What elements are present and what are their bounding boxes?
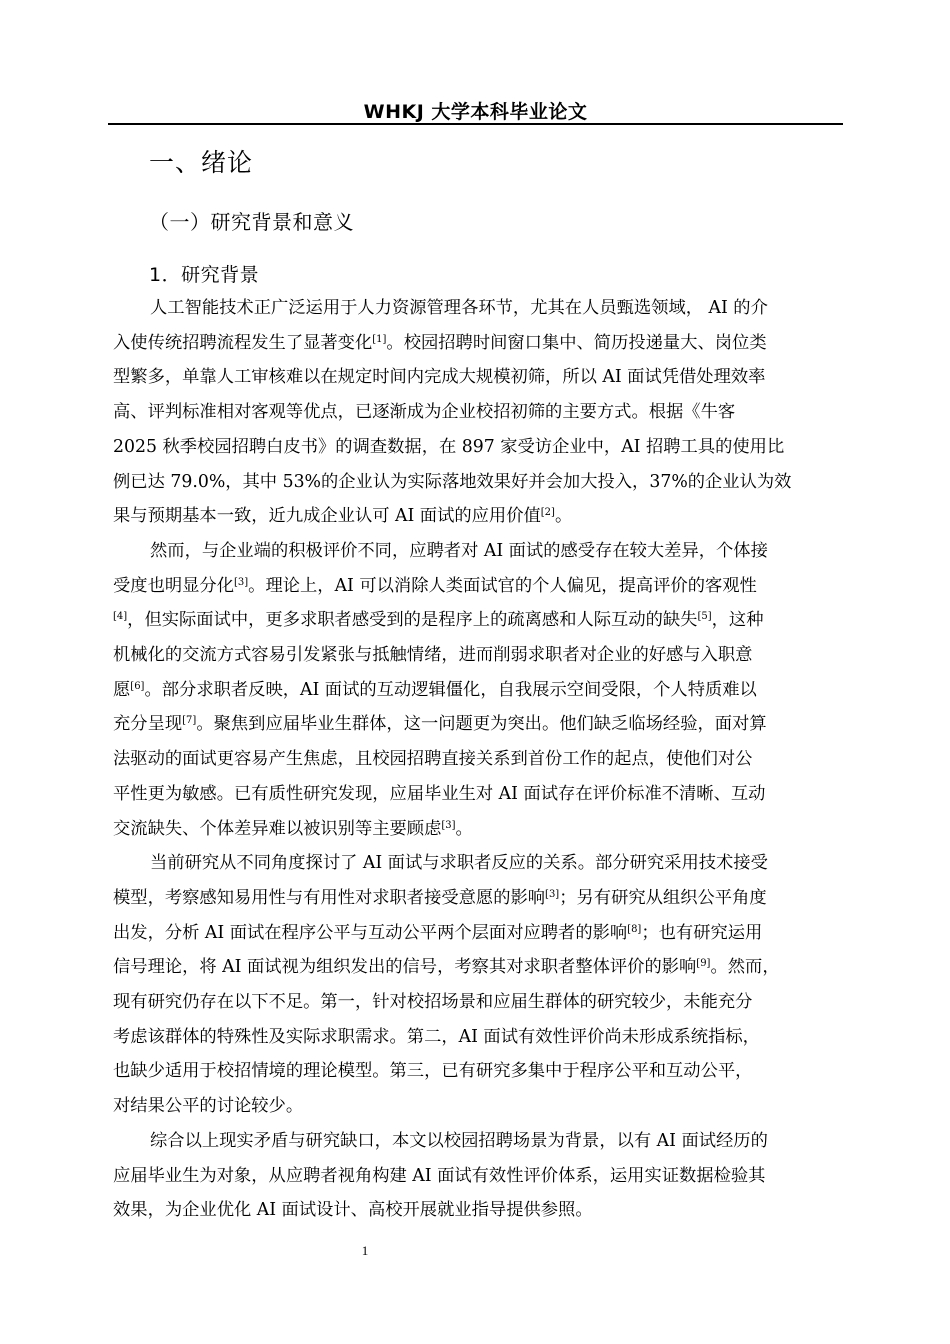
line-text-after: ，但实际面试中，更多求职者感受到的是程序上的疏离感和人际互动的缺失[5]，这种 [127,610,764,631]
section-heading: （一）研究背景和意义 [149,210,354,234]
body-line [150,298,884,318]
body-line [113,1200,847,1220]
line-text: 当前研究从不同角度探讨了 AI 面试与求职者反应的关系。部分研究采用技术接受 [150,853,768,874]
line-text: 果与预期基本一致，近九成企业认可 AI 面试的应用价值 [113,506,541,527]
citation-marker: [3] [545,888,560,900]
line-text: 例已达 79.0%，其中 53%的企业认为实际落地效果好并会加大投入，37%的企业认为效 [113,471,792,492]
citation-marker: [8] [627,923,642,935]
line-text: 对结果公平的讨论较少。 [113,1096,304,1117]
line-text: 法驱动的面试更容易产生焦虑，且校园招聘直接关系到首份工作的起点，使他们对公 [113,749,753,770]
body-line [113,819,847,839]
body-line [113,1096,847,1116]
line-text-after: 。 [455,818,473,839]
line-text: 交流缺失、个体差异难以被识别等主要顾虑 [113,818,442,839]
line-text-after: ；另有研究从组织公平角度 [559,887,767,908]
line-text: 型繁多，单靠人工审核难以在规定时间内完成大规模初筛，所以 AI 面试凭借处理效率 [113,367,766,388]
body-line [113,576,847,596]
line-text: 应届毕业生为对象，从应聘者视角构建 AI 面试有效性评价体系，运用实证数据检验其 [113,1165,766,1186]
line-text: 出发，分析 AI 面试在程序公平与互动公平两个层面对应聘者的影响 [113,922,628,943]
line-text: 考虑该群体的特殊性及实际求职需求。第二，AI 面试有效性评价尚未形成系统指标， [113,1026,760,1047]
body-line [113,923,847,943]
line-text: 模型，考察感知易用性与有用性对求职者接受意愿的影响 [113,887,546,908]
line-text: 平性更为敏感。已有质性研究发现，应届毕业生对 AI 面试存在评价标准不清晰、互动 [113,783,766,804]
line-text: 也缺少适用于校招情境的理论模型。第三，已有研究多集中于程序公平和互动公平， [113,1061,753,1082]
body-line [113,610,847,630]
page-number: 1 [361,1243,369,1258]
citation-marker: [3] [233,576,249,588]
line-text: 高、评判标准相对客观等优点，已逐渐成为企业校招初筛的主要方式。根据《牛客 [113,402,736,423]
line-text: 信号理论，将 AI 面试视为组织发出的信号，考察其对求职者整体评价的影响 [113,957,697,978]
running-header-title: WHKJ 大学本科毕业论文 [363,101,588,123]
body-line [113,992,847,1012]
line-text-after: 。然而， [710,957,780,978]
chapter-heading: 一、绪论 [149,148,254,177]
citation-marker: [2] [540,507,555,519]
line-text: 充分呈现 [113,714,183,735]
line-text: 效果，为企业优化 AI 面试设计、高校开展就业指导提供参照。 [113,1200,593,1221]
line-text-after: 。部分求职者反映，AI 面试的互动逻辑僵化，自我展示空间受限，个人特质难以 [144,679,757,700]
body-line [150,853,884,873]
line-text: 入使传统招聘流程发生了显著变化 [113,332,373,353]
citation-marker: [6] [130,680,145,692]
body-line [113,1027,847,1047]
header-divider [108,123,843,125]
line-text-after: 。聚焦到应届毕业生群体，这一问题更为突出。他们缺乏临场经验，面对算 [196,714,767,735]
citation-marker: [3] [441,819,456,831]
line-text: 综合以上现实矛盾与研究缺口，本文以校园招聘场景为背景，以有 AI 面试经历的 [150,1130,768,1151]
body-line [113,749,847,769]
body-line [113,957,847,977]
citation-marker: [7] [182,715,197,727]
line-text: 然而，与企业端的积极评价不同，应聘者对 AI 面试的感受存在较大差异，个体接 [150,540,768,561]
body-line [113,714,847,734]
line-text-after: 。校园招聘时间窗口集中、简历投递量大、岗位类 [386,332,767,353]
body-line [113,888,847,908]
subsection-heading: 1．研究背景 [149,264,260,286]
line-text-after: ；也有研究运用 [641,922,763,943]
line-text: 现有研究仍存在以下不足。第一，针对校招场景和应届生群体的研究较少，未能充分 [113,992,753,1012]
body-line [113,645,847,665]
body-line [150,541,884,561]
citation-marker: [5] [697,611,712,623]
body-line [113,784,847,804]
line-text: 人工智能技术正广泛运用于人力资源管理各环节，尤其在人员甄选领域， AI 的介 [150,298,768,318]
citation-marker: [4] [113,611,128,623]
line-text-after: 。理论上，AI 可以消除人类面试官的个人偏见，提高评价的客观性 [248,575,757,596]
body-line [113,333,847,353]
body-line [113,472,847,492]
body-line [113,680,847,700]
line-text: 受度也明显分化 [113,575,234,596]
citation-marker: [1] [372,333,387,345]
citation-marker: [9] [696,958,711,970]
body-line [113,506,847,526]
line-text: 2025 秋季校园招聘白皮书》的调查数据，在 897 家受访企业中，AI 招聘工具的使用比 [113,436,785,457]
line-text-after: 。 [554,506,573,527]
body-line [113,367,847,387]
body-line [113,1061,847,1081]
body-line [113,437,847,457]
body-line [150,1131,884,1151]
body-line [113,1166,847,1186]
line-text: 机械化的交流方式容易引发紧张与抵触情绪，进而削弱求职者对企业的好感与入职意 [113,645,753,665]
body-line [113,402,847,422]
line-text: 愿 [113,679,131,700]
